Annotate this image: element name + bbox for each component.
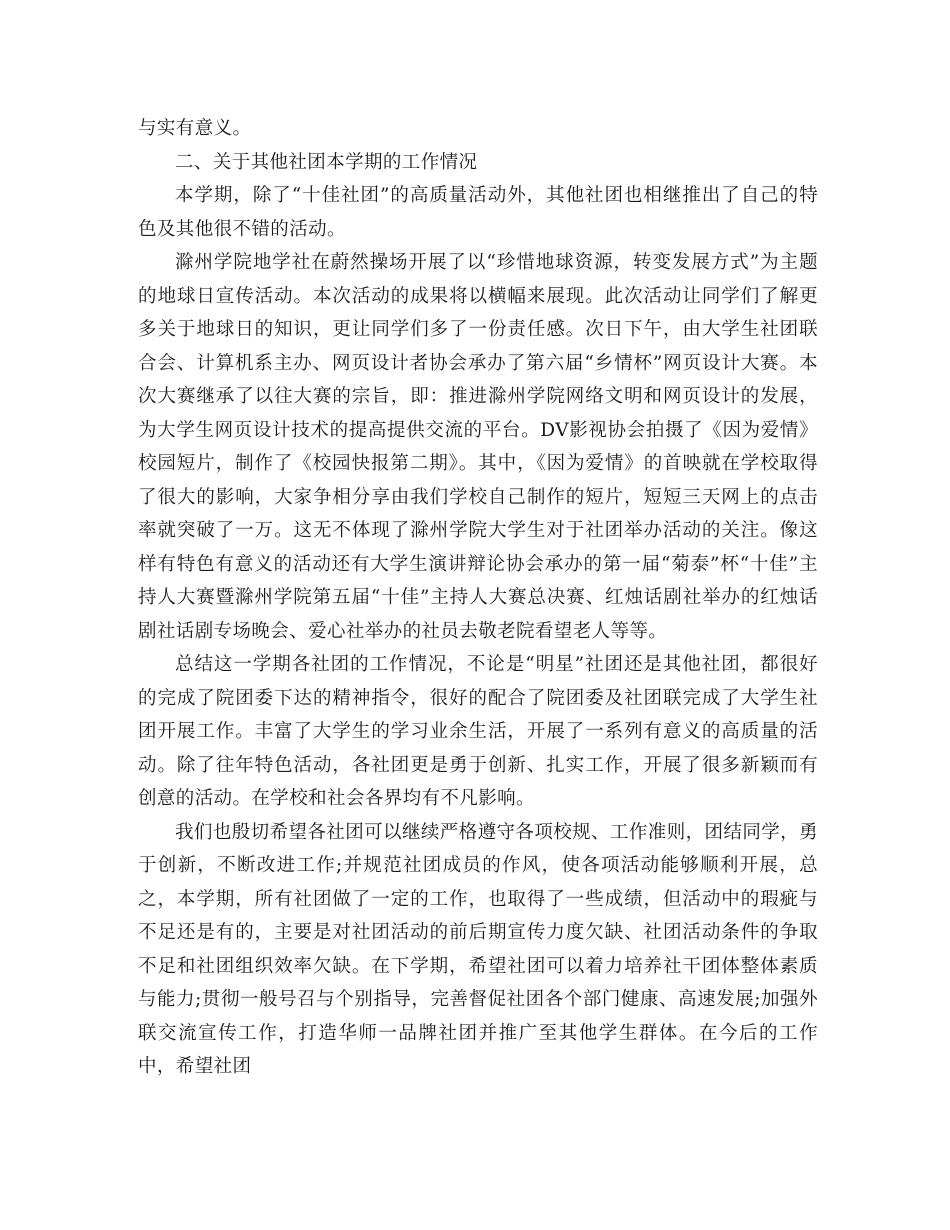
paragraph-intro: 本学期，除了“十佳社团”的高质量活动外，其他社团也相继推出了自己的特色及其他很不错的活动。 (138, 185, 818, 240)
paragraph-activities: 滁州学院地学社在蔚然操场开展了以“珍惜地球资源，转变发展方式”为主题的地球日宣传活动。本次活动的成果将以横幅来展现。此次活动让同学们了解更多关于地球日的知识，更让同学们多了一份责任感。次日下午，由大学生社团联合会、计算机系主办、网页设计者协会承办了第六届“乡情杯”网页设计大赛。本次大赛继承了以往大赛的宗旨，即：推进滁州学院网络文明和网页设计的发展，为大学生网页设计技术的提高提供交流的平台。DV影视协会拍摄了《因为爱情》校园短片，制作了《校园快报第二期》。其中，《因为爱情》的首映就在学校取得了很大的影响，大家争相分享由我们学校自己制作的短片，短短三天网上的点击率就突破了一万。这无不体现了滁州学院大学生对于社团举办活动的关注。像这样有特色有意义的活动还有大学生演讲辩论协会承办的第一届“菊泰”杯“十佳”主持人大赛暨滁州学院第五届“十佳”主持人大赛总决赛、红烛话剧社举办的红烛话剧社话剧专场晚会、爱心社举办的社员去敬老院看望老人等等。 (138, 252, 818, 642)
section-heading: 二、关于其他社团本学期的工作情况 (175, 151, 478, 173)
paragraph-continuation: 与实有意义。 (138, 118, 252, 139)
document-body (138, 112, 818, 1084)
paragraph-outlook: 我们也殷切希望各社团可以继续严格遵守各项校规、工作准则，团结同学，勇于创新，不断改进工作;并规范社团成员的作风，使各项活动能够顺利开展，总之，本学期，所有社团做了一定的工作，也取得了一些成绩，但活动中的瑕疵与不足还是有的，主要是对社团活动的前后期宣传力度欠缺、社团活动条件的争取不足和社团组织效率欠缺。在下学期，希望社团可以着力培养社干团体整体素质与能力;贯彻一般号召与个别指导，完善督促社团各个部门健康、高速发展;加强外联交流宣传工作，打造华师一品牌社团并推广至其他学生群体。在今后的工作中，希望社团 (138, 821, 818, 1077)
paragraph-summary: 总结这一学期各社团的工作情况，不论是“明星”社团还是其他社团，都很好的完成了院团委下达的精神指令，很好的配合了院团委及社团联完成了大学生社团开展工作。丰富了大学生的学习业余生活，开展了一系列有意义的高质量的活动。除了往年特色活动，各社团更是勇于创新、扎实工作，开展了很多新颖而有创意的活动。在学校和社会各界均有不凡影响。 (138, 654, 818, 809)
